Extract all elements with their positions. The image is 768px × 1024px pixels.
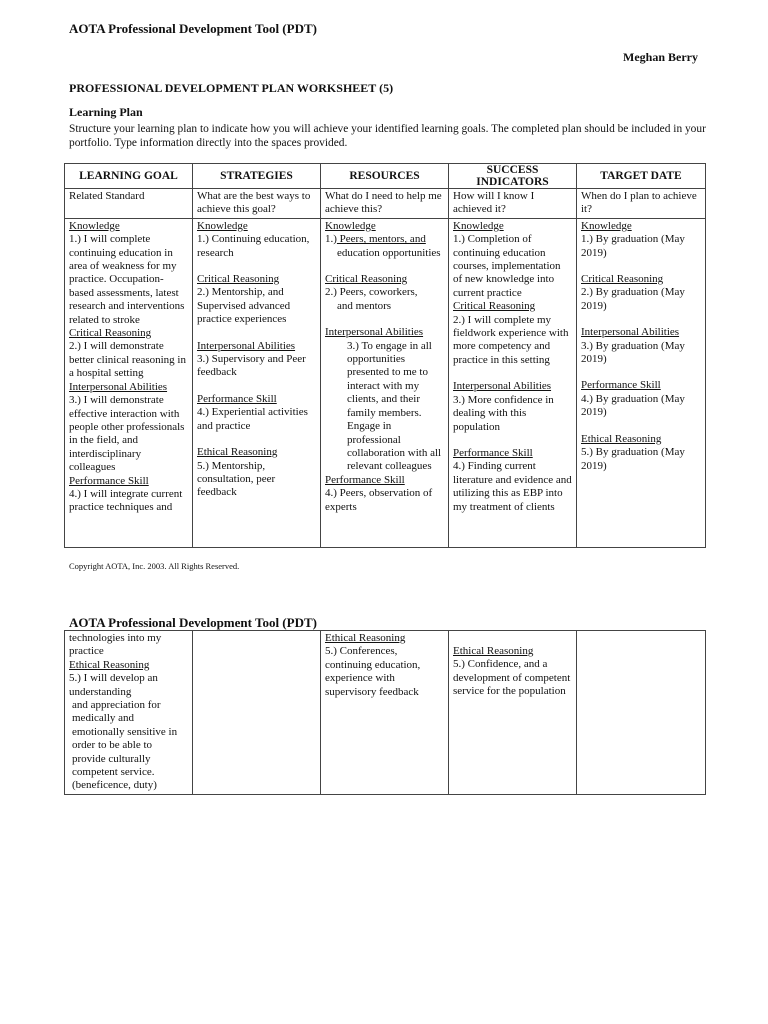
resource-ethical-text: 5.) Conferences, continuing education, experience with supervisory feedback	[325, 645, 421, 698]
indicator-performance-heading: Performance Skill	[453, 446, 533, 459]
goal-interpersonal-heading: Interpersonal Abilities	[69, 380, 168, 393]
spacer	[581, 366, 701, 379]
resource-critical-text-cont: and mentors	[337, 299, 392, 312]
goal-ethical-text-2: and appreciation for medically and emotionally sensitive in order to be able to	[72, 699, 178, 752]
strategy-performance-text: 4.) Experiential activities and practice	[197, 406, 308, 432]
goal-ethical-text-1: 5.) I will develop an understanding	[69, 672, 158, 698]
goal-performance-text: 4.) I will integrate current practice techniques and	[69, 487, 183, 514]
prompt-row	[65, 189, 706, 219]
strategy-ethical-heading: Ethical Reasoning	[197, 446, 278, 459]
indicator-performance-text: 4.) Finding current literature and evidence and utilizing this as EBP into my treatment of clients	[453, 460, 572, 513]
goal-performance-heading: Performance Skill	[69, 474, 149, 487]
success-indicators-cell[interactable]	[449, 631, 577, 795]
resource-performance-text: 4.) Peers, observation of experts	[325, 487, 433, 513]
resource-performance-heading: Performance Skill	[325, 473, 405, 486]
content-row	[65, 631, 706, 795]
goal-ethical-heading: Ethical Reasoning	[69, 658, 150, 671]
spacer	[197, 380, 316, 393]
date-critical-text: 2.) By graduation (May 2019)	[581, 286, 685, 312]
indicator-knowledge-text: 1.) Completion of continuing education courses, implementation of new knowledge into current practice	[453, 233, 561, 299]
strategy-performance-heading: Performance Skill	[197, 392, 277, 405]
intro-paragraph: Structure your learning plan to indicate how you will achieve your identified learning goals. The completed plan should be included in your portfolio. Type information directly into the spaces provided.	[69, 123, 706, 149]
content-row	[65, 218, 706, 547]
column-header-target-date: TARGET DATE	[577, 164, 706, 189]
date-knowledge-text: 1.) By graduation (May 2019)	[581, 233, 685, 259]
indicator-critical-text: 2.) I will complete my fieldwork experience with more competency and practice in this setting	[453, 313, 569, 366]
column-header-success-indicators: SUCCESS INDICATORS	[449, 164, 577, 189]
resource-knowledge-first: Peers, mentors, and	[336, 233, 426, 246]
resource-knowledge-number: 1.)	[325, 233, 337, 246]
spacer	[581, 420, 701, 433]
spacer	[453, 632, 572, 645]
indicator-ethical-heading: Ethical Reasoning	[453, 645, 534, 657]
table-header-row	[65, 164, 706, 189]
learning-plan-table-continued	[64, 630, 706, 795]
date-performance-text: 4.) By graduation (May 2019)	[581, 392, 685, 419]
prompt-cell: When do I plan to achieve it?	[577, 189, 706, 219]
target-date-cell[interactable]	[577, 631, 706, 795]
date-performance-heading: Performance Skill	[581, 379, 661, 392]
resource-knowledge-text-cont: education opportunities	[337, 246, 441, 259]
spacer	[197, 260, 316, 273]
prompt-cell: How will I know I achieved it?	[449, 189, 577, 219]
author-name: Meghan Berry	[623, 50, 698, 64]
spacer	[325, 260, 444, 273]
goal-interpersonal-text: 3.) I will demonstrate effective interaction with people other professionals in the field, and interdisciplinary colleagues	[69, 394, 185, 474]
date-ethical-heading: Ethical Reasoning	[581, 432, 662, 445]
resource-knowledge-heading: Knowledge	[325, 219, 376, 232]
date-ethical-text: 5.) By graduation (May 2019)	[581, 446, 685, 472]
spacer	[453, 434, 572, 447]
resource-critical-heading: Critical Reasoning	[325, 273, 408, 286]
learning-goal-cell[interactable]	[65, 218, 193, 547]
date-knowledge-heading: Knowledge	[581, 219, 632, 232]
prompt-cell: What do I need to help me achieve this?	[321, 189, 449, 219]
strategy-critical-heading: Critical Reasoning	[197, 273, 280, 286]
resources-cell[interactable]	[321, 218, 449, 547]
document-title: AOTA Professional Development Tool (PDT)	[69, 21, 317, 36]
resource-interpersonal-heading: Interpersonal Abilities	[325, 326, 424, 339]
strategy-interpersonal-text: 3.) Supervisory and Peer feedback	[197, 353, 306, 379]
learning-goal-cell[interactable]	[65, 631, 193, 795]
resource-critical-text: 2.) Peers, coworkers,	[325, 286, 418, 299]
resources-cell[interactable]	[321, 631, 449, 795]
goal-knowledge-heading: Knowledge	[69, 219, 120, 232]
resource-knowledge-text	[325, 233, 444, 246]
strategies-cell[interactable]	[193, 218, 321, 547]
prompt-cell: Related Standard	[65, 189, 193, 219]
column-header-strategies: STRATEGIES	[193, 164, 321, 189]
indicator-interpersonal-heading: Interpersonal Abilities	[453, 380, 552, 393]
section-title: Learning Plan	[69, 105, 143, 119]
indicator-critical-heading: Critical Reasoning	[453, 300, 536, 313]
goal-knowledge-text: 1.) I will complete continuing education in area of weakness for my practice. Occupation-based assessments, latest research and interventions related to stroke	[69, 233, 185, 326]
column-header-resources: RESOURCES	[321, 164, 449, 189]
spacer	[197, 433, 316, 446]
date-interpersonal-heading: Interpersonal Abilities	[581, 326, 680, 339]
strategies-cell[interactable]	[193, 631, 321, 795]
spacer	[453, 367, 572, 380]
indicator-ethical-text: 5.) Confidence, and a development of competent service for the population	[453, 658, 571, 698]
goal-critical-text: 2.) I will demonstrate better clinical reasoning in a hospital setting	[69, 340, 186, 380]
strategy-knowledge-heading: Knowledge	[197, 219, 248, 232]
success-indicators-cell[interactable]	[449, 218, 577, 547]
strategy-knowledge-text: 1.) Continuing education, research	[197, 233, 310, 259]
prompt-cell: What are the best ways to achieve this goal?	[193, 189, 321, 219]
indicator-interpersonal-text: 3.) More confidence in dealing with this population	[453, 393, 554, 433]
copyright-notice: Copyright AOTA, Inc. 2003. All Rights Reserved.	[69, 561, 240, 571]
goal-continued-text: technologies into my practice	[69, 632, 162, 658]
indicator-knowledge-heading: Knowledge	[453, 219, 504, 232]
date-interpersonal-text: 3.) By graduation (May 2019)	[581, 339, 685, 366]
spacer	[197, 327, 316, 340]
resource-interpersonal-text: 3.) To engage in all opportunities presented to me to interact with my clients, and their family members. Engage in professional collaboration with all relevant colleagues	[347, 339, 442, 473]
goal-critical-heading: Critical Reasoning	[69, 327, 152, 340]
strategy-ethical-text: 5.) Mentorship, consultation, peer feedback	[197, 459, 276, 499]
resource-ethical-heading: Ethical Reasoning	[325, 632, 406, 644]
goal-ethical-text-3: provide culturally competent service. (beneficence, duty)	[72, 752, 157, 792]
strategy-critical-text: 2.) Mentorship, and Supervised advanced practice experiences	[197, 286, 291, 326]
learning-plan-table	[64, 163, 706, 548]
page2-title: AOTA Professional Development Tool (PDT)	[69, 615, 317, 630]
spacer	[581, 260, 701, 273]
target-date-cell[interactable]	[577, 218, 706, 547]
spacer	[581, 313, 701, 326]
worksheet-title: PROFESSIONAL DEVELOPMENT PLAN WORKSHEET (5)	[69, 81, 394, 95]
date-critical-heading: Critical Reasoning	[581, 273, 664, 286]
spacer	[325, 313, 444, 326]
column-header-learning-goal: LEARNING GOAL	[65, 164, 193, 189]
strategy-interpersonal-heading: Interpersonal Abilities	[197, 339, 296, 352]
